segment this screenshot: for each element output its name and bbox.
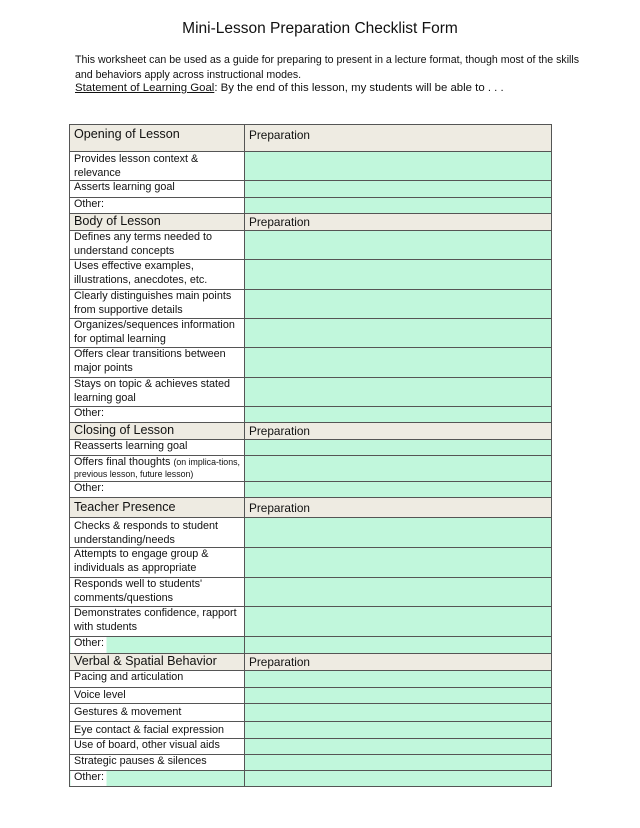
checklist-row bbox=[70, 152, 552, 181]
criterion-label: Asserts learning goal bbox=[70, 181, 245, 198]
preparation-field[interactable] bbox=[245, 578, 552, 607]
checklist-row-other bbox=[70, 482, 552, 498]
checklist-row bbox=[70, 378, 552, 407]
section-header-teacher-presence bbox=[70, 498, 552, 518]
checklist-table bbox=[69, 124, 552, 787]
preparation-field[interactable] bbox=[245, 637, 552, 654]
section-title: Closing of Lesson bbox=[70, 423, 245, 440]
checklist-row bbox=[70, 260, 552, 290]
intro-paragraph: This worksheet can be used as a guide for preparing to present in a lecture format, though most of the skills and behaviors apply across instructional modes. bbox=[75, 54, 580, 81]
learning-goal-text: : By the end of this lesson, my students will be able to . . . bbox=[214, 82, 504, 94]
section-header-closing bbox=[70, 423, 552, 440]
criterion-label: Offers clear transitions between major points bbox=[70, 348, 245, 378]
preparation-field[interactable] bbox=[245, 152, 552, 181]
section-header-opening bbox=[70, 125, 552, 152]
checklist-row bbox=[70, 754, 552, 770]
other-label[interactable]: Other: bbox=[70, 637, 245, 654]
form-title: Mini-Lesson Preparation Checklist Form bbox=[182, 20, 458, 37]
checklist-row bbox=[70, 738, 552, 754]
other-label[interactable]: Other: bbox=[70, 198, 245, 214]
checklist-row bbox=[70, 688, 552, 704]
preparation-field[interactable] bbox=[245, 231, 552, 260]
criterion-label: Checks & responds to student understanding/needs bbox=[70, 518, 245, 548]
preparation-field[interactable] bbox=[245, 290, 552, 319]
checklist-row bbox=[70, 671, 552, 688]
criterion-label: Defines any terms needed to understand concepts bbox=[70, 231, 245, 260]
criterion-label: Clearly distinguishes main points from supportive details bbox=[70, 290, 245, 319]
column-header-preparation: Preparation bbox=[245, 214, 552, 231]
other-label[interactable]: Other: bbox=[70, 770, 245, 786]
criterion-label: Organizes/sequences information for optimal learning bbox=[70, 319, 245, 348]
preparation-field[interactable] bbox=[245, 198, 552, 214]
other-label[interactable]: Other: bbox=[70, 482, 245, 498]
criterion-label: Responds well to students' comments/questions bbox=[70, 578, 245, 607]
preparation-field[interactable] bbox=[245, 456, 552, 482]
criterion-note: (on implica-tions, previous lesson, future lesson) bbox=[74, 457, 240, 480]
checklist-row bbox=[70, 290, 552, 319]
preparation-field[interactable] bbox=[245, 770, 552, 786]
criterion-label: Provides lesson context & relevance bbox=[70, 152, 245, 181]
checklist-row bbox=[70, 607, 552, 637]
checklist-row bbox=[70, 231, 552, 260]
criterion-label: Strategic pauses & silences bbox=[70, 754, 245, 770]
checklist-row-other bbox=[70, 770, 552, 786]
preparation-field[interactable] bbox=[245, 738, 552, 754]
criterion-label: Use of board, other visual aids bbox=[70, 738, 245, 754]
checklist-row bbox=[70, 548, 552, 578]
preparation-field[interactable] bbox=[245, 548, 552, 578]
column-header-preparation: Preparation bbox=[245, 498, 552, 518]
criterion-label: Pacing and articulation bbox=[70, 671, 245, 688]
preparation-field[interactable] bbox=[245, 722, 552, 739]
section-title: Opening of Lesson bbox=[70, 125, 245, 152]
preparation-field[interactable] bbox=[245, 407, 552, 423]
criterion-label: Stays on topic & achieves stated learning goal bbox=[70, 378, 245, 407]
other-label[interactable]: Other: bbox=[70, 407, 245, 423]
criterion-final-thoughts bbox=[70, 456, 245, 482]
preparation-field[interactable] bbox=[245, 518, 552, 548]
section-title: Body of Lesson bbox=[70, 214, 245, 231]
section-header-verbal-spatial bbox=[70, 654, 552, 671]
checklist-row bbox=[70, 348, 552, 378]
preparation-field[interactable] bbox=[245, 607, 552, 637]
preparation-field[interactable] bbox=[245, 378, 552, 407]
section-title: Teacher Presence bbox=[70, 498, 245, 518]
checklist-row bbox=[70, 456, 552, 482]
section-header-body bbox=[70, 214, 552, 231]
checklist-row bbox=[70, 704, 552, 722]
checklist-row bbox=[70, 319, 552, 348]
checklist-row bbox=[70, 440, 552, 456]
preparation-field[interactable] bbox=[245, 688, 552, 704]
preparation-field[interactable] bbox=[245, 348, 552, 378]
preparation-field[interactable] bbox=[245, 440, 552, 456]
criterion-label: Attempts to engage group & individuals as appropriate bbox=[70, 548, 245, 578]
criterion-label: Demonstrates confidence, rapport with students bbox=[70, 607, 245, 637]
preparation-field[interactable] bbox=[245, 754, 552, 770]
column-header-preparation: Preparation bbox=[245, 654, 552, 671]
preparation-field[interactable] bbox=[245, 482, 552, 498]
checklist-row-other bbox=[70, 407, 552, 423]
checklist-row bbox=[70, 722, 552, 739]
checklist-row bbox=[70, 181, 552, 198]
column-header-preparation: Preparation bbox=[245, 423, 552, 440]
preparation-field[interactable] bbox=[245, 671, 552, 688]
learning-goal-line bbox=[75, 82, 504, 94]
checklist-row-other bbox=[70, 198, 552, 214]
criterion-label: Reasserts learning goal bbox=[70, 440, 245, 456]
section-title: Verbal & Spatial Behavior bbox=[70, 654, 245, 671]
column-header-preparation: Preparation bbox=[245, 125, 552, 152]
checklist-row bbox=[70, 518, 552, 548]
preparation-field[interactable] bbox=[245, 319, 552, 348]
criterion-label: Eye contact & facial expression bbox=[70, 722, 245, 739]
checklist-row-other bbox=[70, 637, 552, 654]
preparation-field[interactable] bbox=[245, 704, 552, 722]
criterion-label: Gestures & movement bbox=[70, 704, 245, 722]
preparation-field[interactable] bbox=[245, 260, 552, 290]
preparation-field[interactable] bbox=[245, 181, 552, 198]
criterion-label: Voice level bbox=[70, 688, 245, 704]
learning-goal-label: Statement of Learning Goal bbox=[75, 82, 215, 94]
criterion-label: Offers final thoughts bbox=[74, 456, 171, 469]
criterion-label: Uses effective examples, illustrations, anecdotes, etc. bbox=[70, 260, 245, 290]
checklist-row bbox=[70, 578, 552, 607]
